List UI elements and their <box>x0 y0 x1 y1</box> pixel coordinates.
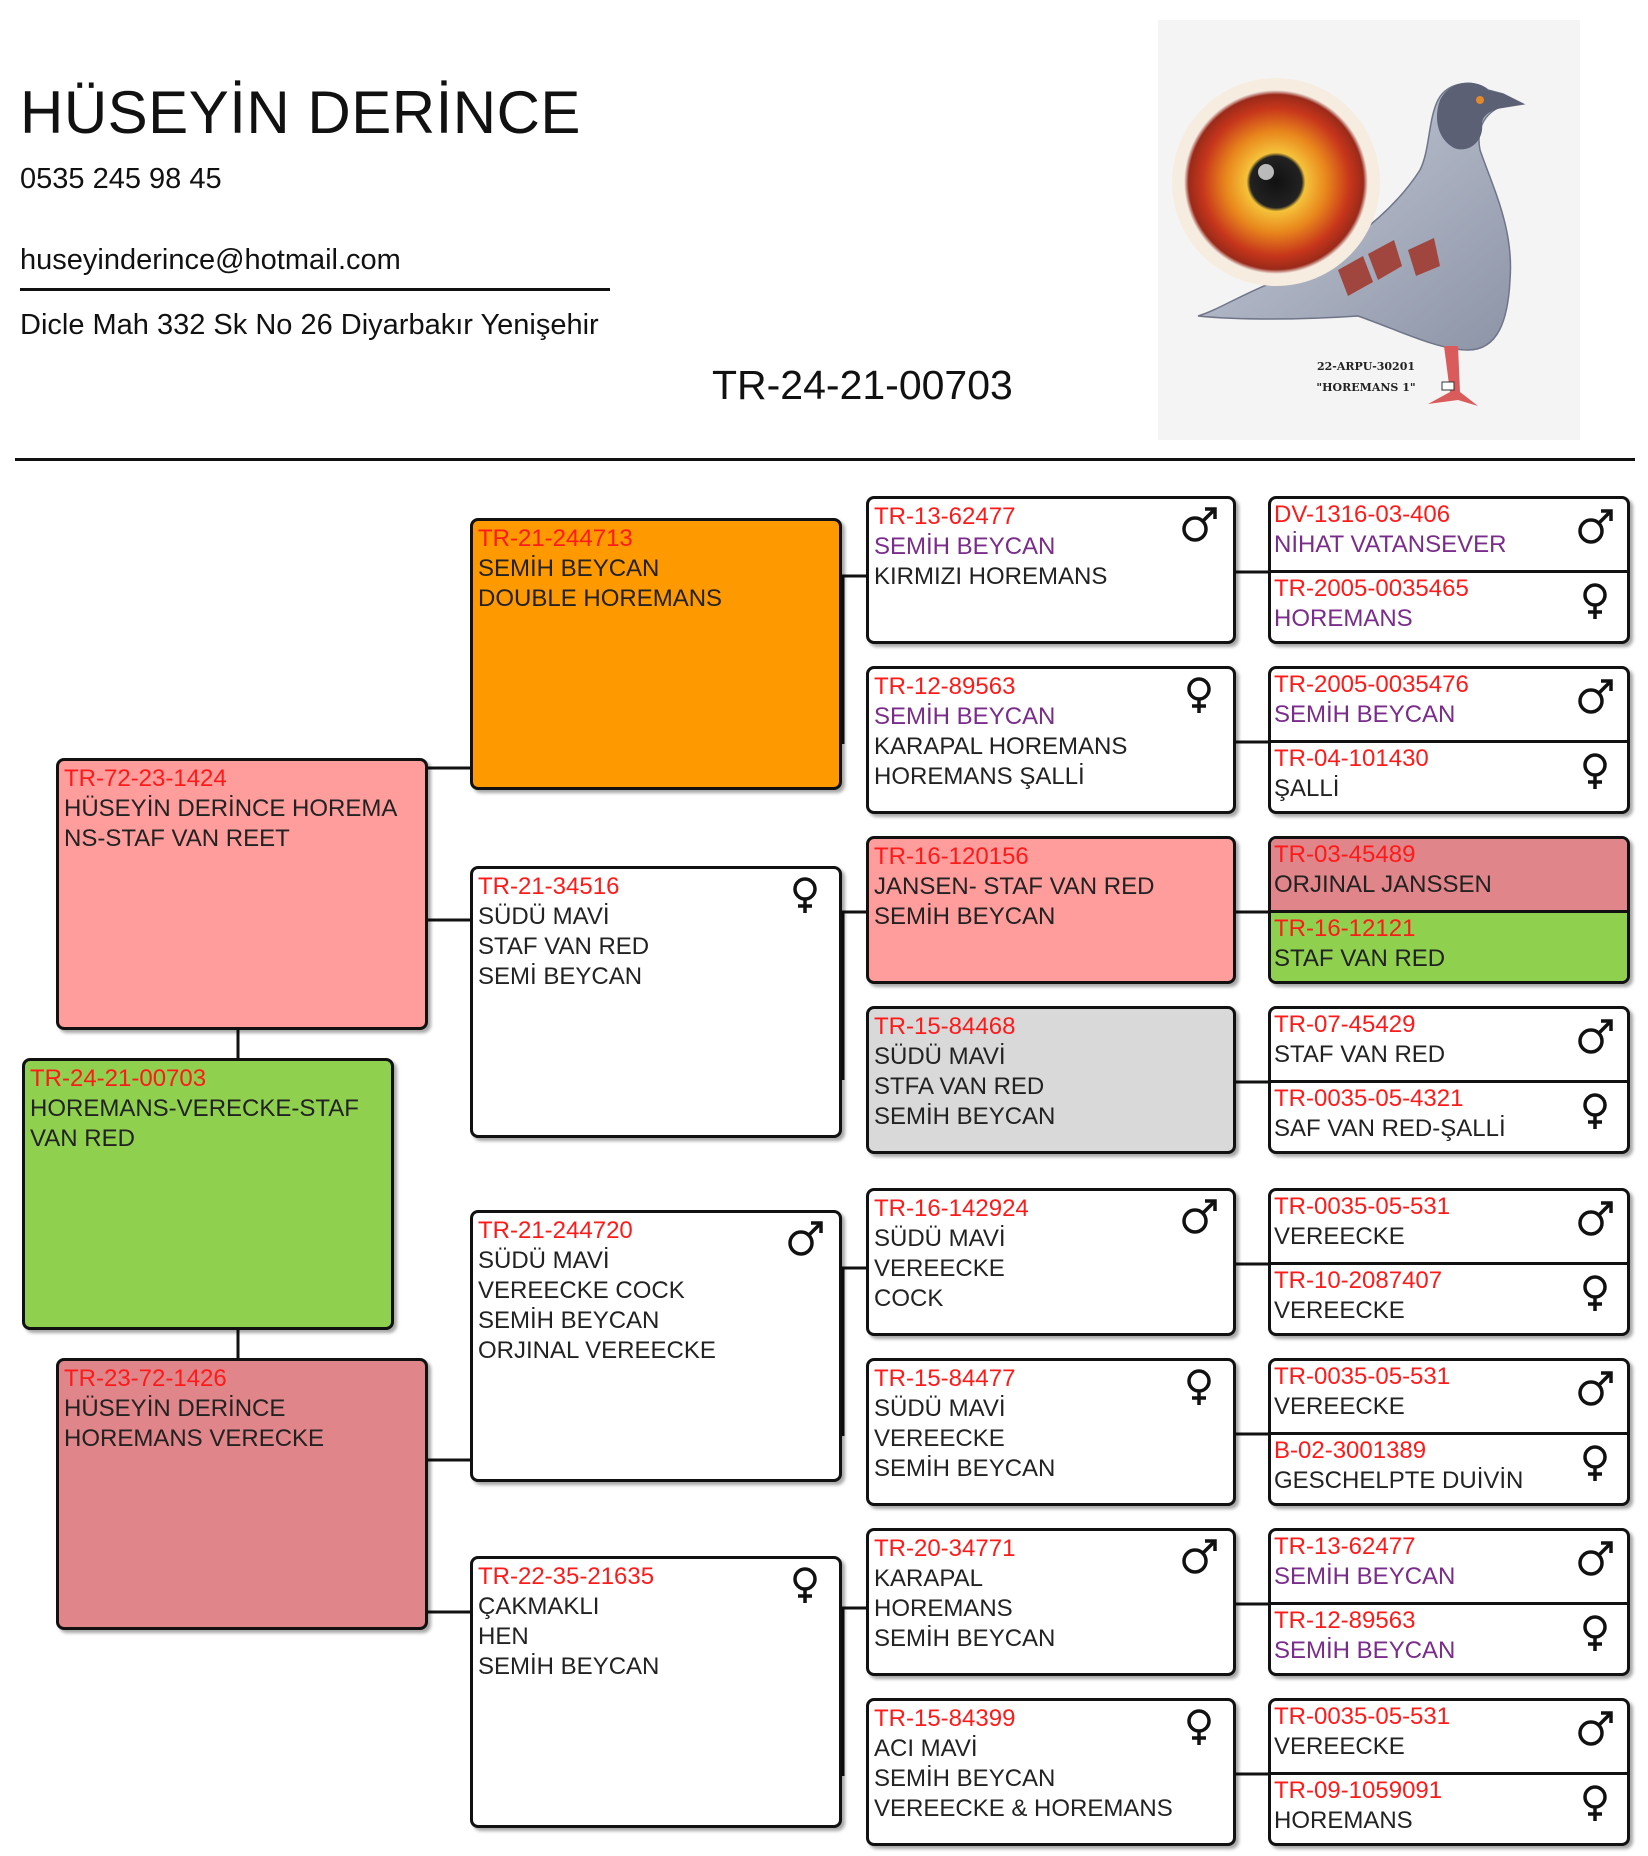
male-symbol-icon <box>1179 505 1219 545</box>
gen4-7-text: STAF VAN RED <box>1274 1041 1446 1068</box>
gen2-4-line-3: SEMİH BEYCAN <box>478 1653 660 1680</box>
gen3-4-line-3: SEMİH BEYCAN <box>874 1103 1056 1130</box>
gen4-11-text: VEREECKE <box>1274 1393 1405 1420</box>
gen4-card-2[interactable] <box>1271 573 1627 644</box>
female-symbol-icon <box>785 1565 825 1605</box>
gen4-card-6[interactable] <box>1271 913 1627 984</box>
gen3-2-line-1: KARAPAL HOREMANS <box>874 733 1128 760</box>
gen4-8-ring: TR-0035-05-4321 <box>1274 1085 1464 1112</box>
gen3-card-1[interactable] <box>866 496 1236 644</box>
gen4-card-8[interactable] <box>1271 1083 1627 1154</box>
gen4-4-text: ŞALLİ <box>1274 775 1340 802</box>
gen3-8-ring: TR-15-84399 <box>874 1705 1016 1732</box>
gen4-9-text: VEREECKE <box>1274 1223 1405 1250</box>
gen4-card-5[interactable] <box>1271 839 1627 910</box>
gen4-12-text: GESCHELPTE DUİVİN <box>1274 1467 1524 1494</box>
gen4-9-ring: TR-0035-05-531 <box>1274 1193 1451 1220</box>
owner-phone: 0535 245 98 45 <box>20 163 222 195</box>
gen2-1-line-2: DOUBLE HOREMANS <box>478 585 723 612</box>
gen2-2-ring: TR-21-34516 <box>478 873 620 900</box>
gen4-pair-7 <box>1268 1528 1630 1676</box>
gen2-2-line-2: STAF VAN RED <box>478 933 650 960</box>
gen4-pair-6 <box>1268 1358 1630 1506</box>
gen4-pair-5 <box>1268 1188 1630 1336</box>
gen3-7-line-3: SEMİH BEYCAN <box>874 1625 1056 1652</box>
gen4-14-text: SEMİH BEYCAN <box>1274 1637 1456 1664</box>
gen3-2-line-2: HOREMANS ŞALLİ <box>874 763 1085 790</box>
gen2-card-4[interactable] <box>470 1556 842 1828</box>
gen3-1-owner: SEMİH BEYCAN <box>874 533 1056 560</box>
gen4-3-ring: TR-2005-0035476 <box>1274 671 1469 698</box>
gen4-4-ring: TR-04-101430 <box>1274 745 1429 772</box>
gen4-10-text: VEREECKE <box>1274 1297 1405 1324</box>
dam-line-2: HOREMANS VERECKE <box>64 1425 325 1452</box>
gen4-16-text: HOREMANS <box>1274 1807 1413 1834</box>
male-symbol-icon <box>1575 1709 1615 1749</box>
male-symbol-icon <box>1179 1197 1219 1237</box>
gen4-pair-3 <box>1268 836 1630 984</box>
gen2-card-3[interactable] <box>470 1210 842 1482</box>
gen4-card-13[interactable] <box>1271 1531 1627 1602</box>
gen2-2-line-1: SÜDÜ MAVİ <box>478 903 610 930</box>
gen4-pair-4 <box>1268 1006 1630 1154</box>
gen3-card-8[interactable] <box>866 1698 1236 1846</box>
photo-caption-ring: 22-ARPU-30201 <box>1316 360 1416 373</box>
owner-address: Dicle Mah 332 Sk No 26 Diyarbakır Yenişehir <box>20 309 599 341</box>
gen3-6-line-2: VEREECKE <box>874 1425 1005 1452</box>
male-symbol-icon <box>1575 1539 1615 1579</box>
gen3-1-line-1: KIRMIZI HOREMANS <box>874 563 1108 590</box>
female-symbol-icon <box>1179 1707 1219 1747</box>
subject-line-2: VAN RED <box>30 1125 135 1152</box>
gen4-card-4[interactable] <box>1271 743 1627 814</box>
female-symbol-icon <box>1179 1367 1219 1407</box>
gen2-4-ring: TR-22-35-21635 <box>478 1563 655 1590</box>
gen2-3-line-2: VEREECKE COCK <box>478 1277 685 1304</box>
gen2-4-line-2: HEN <box>478 1623 529 1650</box>
gen4-12-ring: B-02-3001389 <box>1274 1437 1427 1464</box>
gen2-1-owner: SEMİH BEYCAN <box>478 555 660 582</box>
female-symbol-icon <box>1575 1273 1615 1313</box>
gen3-card-2[interactable] <box>866 666 1236 814</box>
gen3-6-line-1: SÜDÜ MAVİ <box>874 1395 1006 1422</box>
gen4-2-ring: TR-2005-0035465 <box>1274 575 1469 602</box>
female-symbol-icon <box>1575 1783 1615 1823</box>
gen4-2-text: HOREMANS <box>1274 605 1413 632</box>
gen3-4-line-2: STFA VAN RED <box>874 1073 1045 1100</box>
gen2-3-ring: TR-21-244720 <box>478 1217 633 1244</box>
gen4-card-10[interactable] <box>1271 1265 1627 1336</box>
gen3-7-line-1: KARAPAL <box>874 1565 983 1592</box>
gen2-card-2[interactable] <box>470 866 842 1138</box>
gen4-card-16[interactable] <box>1271 1775 1627 1846</box>
gen2-3-line-3: SEMİH BEYCAN <box>478 1307 660 1334</box>
gen3-3-ring: TR-16-120156 <box>874 843 1029 870</box>
gen4-6-ring: TR-16-12121 <box>1274 915 1416 942</box>
female-symbol-icon <box>785 875 825 915</box>
sire-line-1: HÜSEYİN DERİNCE HOREMA <box>64 795 398 822</box>
gen4-pair-2 <box>1268 666 1630 814</box>
male-symbol-icon <box>785 1219 825 1259</box>
gen3-2-owner: SEMİH BEYCAN <box>874 703 1056 730</box>
gen3-card-6[interactable] <box>866 1358 1236 1506</box>
gen4-card-15[interactable] <box>1271 1701 1627 1772</box>
gen3-6-line-3: SEMİH BEYCAN <box>874 1455 1056 1482</box>
gen3-5-line-3: COCK <box>874 1285 944 1312</box>
ring-number-title: TR-24-21-00703 <box>712 362 1013 408</box>
gen4-7-ring: TR-07-45429 <box>1274 1011 1416 1038</box>
male-symbol-icon <box>1575 677 1615 717</box>
subject-ring: TR-24-21-00703 <box>30 1065 207 1092</box>
gen4-14-ring: TR-12-89563 <box>1274 1607 1416 1634</box>
gen4-3-text: SEMİH BEYCAN <box>1274 701 1456 728</box>
gen4-6-text: STAF VAN RED <box>1274 945 1446 972</box>
gen4-pair-1 <box>1268 496 1630 644</box>
gen2-2-line-3: SEMİ BEYCAN <box>478 963 643 990</box>
dam-line-1: HÜSEYİN DERİNCE <box>64 1395 286 1422</box>
gen4-card-9[interactable] <box>1271 1191 1627 1262</box>
gen4-1-text: NİHAT VATANSEVER <box>1274 531 1507 558</box>
gen3-8-line-1: ACI MAVİ <box>874 1735 978 1762</box>
gen3-4-line-1: SÜDÜ MAVİ <box>874 1043 1006 1070</box>
owner-name: HÜSEYİN DERİNCE <box>20 79 581 146</box>
gen3-7-line-2: HOREMANS <box>874 1595 1013 1622</box>
male-symbol-icon <box>1575 1369 1615 1409</box>
male-symbol-icon <box>1575 507 1615 547</box>
female-symbol-icon <box>1575 581 1615 621</box>
gen4-13-ring: TR-13-62477 <box>1274 1533 1416 1560</box>
dam-ring: TR-23-72-1426 <box>64 1365 227 1392</box>
gen2-4-line-1: ÇAKMAKLI <box>478 1593 600 1620</box>
gen3-4-ring: TR-15-84468 <box>874 1013 1016 1040</box>
male-symbol-icon <box>1575 1017 1615 1057</box>
gen4-card-12[interactable] <box>1271 1435 1627 1506</box>
gen2-3-line-1: SÜDÜ MAVİ <box>478 1247 610 1274</box>
owner-email: huseyinderince@hotmail.com <box>20 244 401 276</box>
gen4-pair-8 <box>1268 1698 1630 1846</box>
female-symbol-icon <box>1575 1613 1615 1653</box>
gen4-5-ring: TR-03-45489 <box>1274 841 1416 868</box>
gen3-8-line-3: VEREECKE & HOREMANS <box>874 1795 1173 1822</box>
gen3-5-ring: TR-16-142924 <box>874 1195 1029 1222</box>
gen3-card-4[interactable] <box>866 1006 1236 1154</box>
gen3-5-line-2: VEREECKE <box>874 1255 1005 1282</box>
gen4-card-14[interactable] <box>1271 1605 1627 1676</box>
gen4-10-ring: TR-10-2087407 <box>1274 1267 1443 1294</box>
gen4-card-7[interactable] <box>1271 1009 1627 1080</box>
male-symbol-icon <box>1179 1537 1219 1577</box>
gen4-8-text: SAF VAN RED-ŞALLİ <box>1274 1115 1506 1142</box>
gen4-card-1[interactable] <box>1271 499 1627 570</box>
gen4-5-text: ORJINAL JANSSEN <box>1274 871 1492 898</box>
gen4-11-ring: TR-0035-05-531 <box>1274 1363 1451 1390</box>
subject-line-1: HOREMANS-VERECKE-STAF <box>30 1095 359 1122</box>
subject-card[interactable] <box>22 1058 394 1330</box>
gen2-card-1[interactable] <box>470 518 842 790</box>
female-symbol-icon <box>1179 675 1219 715</box>
photo-caption-name: "HOREMANS 1" <box>1316 381 1416 394</box>
dam-card[interactable] <box>56 1358 428 1630</box>
gen2-3-line-4: ORJINAL VEREECKE <box>478 1337 716 1364</box>
sire-ring: TR-72-23-1424 <box>64 765 227 792</box>
gen4-16-ring: TR-09-1059091 <box>1274 1777 1443 1804</box>
female-symbol-icon <box>1575 751 1615 791</box>
gen3-card-7[interactable] <box>866 1528 1236 1676</box>
gen3-3-line-1: JANSEN- STAF VAN RED <box>874 873 1155 900</box>
gen3-7-ring: TR-20-34771 <box>874 1535 1016 1562</box>
gen3-8-line-2: SEMİH BEYCAN <box>874 1765 1056 1792</box>
gen4-card-3[interactable] <box>1271 669 1627 740</box>
gen3-6-ring: TR-15-84477 <box>874 1365 1016 1392</box>
gen4-1-ring: DV-1316-03-406 <box>1274 501 1451 528</box>
gen4-13-text: SEMİH BEYCAN <box>1274 1563 1456 1590</box>
gen3-3-line-2: SEMİH BEYCAN <box>874 903 1056 930</box>
gen3-card-3[interactable] <box>866 836 1236 984</box>
female-symbol-icon <box>1575 1443 1615 1483</box>
gen4-card-11[interactable] <box>1271 1361 1627 1432</box>
sire-card[interactable] <box>56 758 428 1030</box>
gen4-15-ring: TR-0035-05-531 <box>1274 1703 1451 1730</box>
gen2-1-ring: TR-21-244713 <box>478 525 633 552</box>
sire-line-2: NS-STAF VAN REET <box>64 825 290 852</box>
gen3-2-ring: TR-12-89563 <box>874 673 1016 700</box>
female-symbol-icon <box>1575 1091 1615 1131</box>
gen3-card-5[interactable] <box>866 1188 1236 1336</box>
male-symbol-icon <box>1575 1199 1615 1239</box>
gen4-15-text: VEREECKE <box>1274 1733 1405 1760</box>
gen3-5-line-1: SÜDÜ MAVİ <box>874 1225 1006 1252</box>
gen3-1-ring: TR-13-62477 <box>874 503 1016 530</box>
